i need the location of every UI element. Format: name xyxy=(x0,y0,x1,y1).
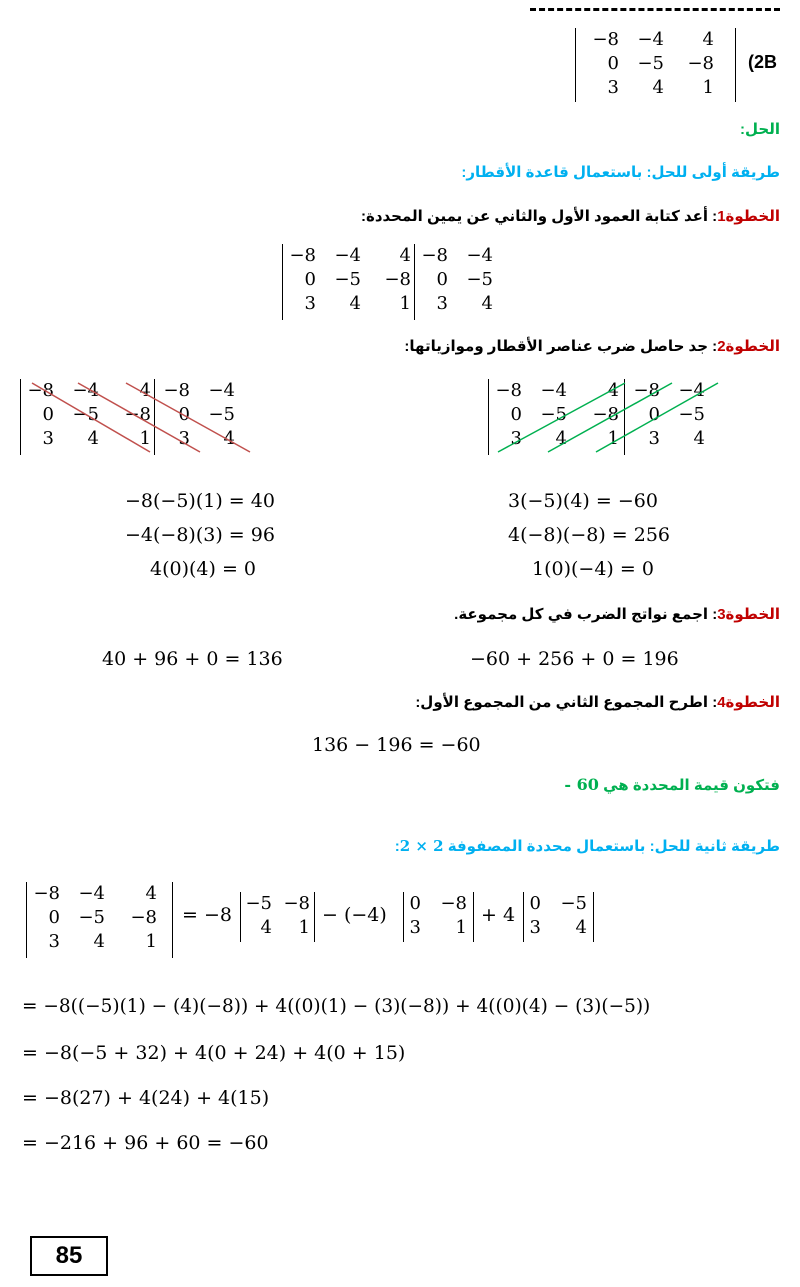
solution-heading: الحل: xyxy=(740,121,780,138)
matrix-cell: −5 xyxy=(560,893,587,914)
matrix-cell: 3 xyxy=(607,77,619,98)
working-line-3: = −8(27) + 4(24) + 4(15) xyxy=(22,1087,270,1109)
matrix-cell: 1 xyxy=(702,77,714,98)
matrix-cell: −8 xyxy=(592,404,619,425)
step4-label: الخطوة4 xyxy=(717,694,780,711)
matrix-cell: 0 xyxy=(510,404,522,425)
matrix-cell: −8 xyxy=(592,29,619,50)
method2-title-text: طريقة ثانية للحل: باستعمال محددة المصفوفة xyxy=(447,838,780,855)
matrix-cell: −8 xyxy=(440,893,467,914)
matrix-cell: −8 xyxy=(130,907,157,928)
method2-title-math: 2 × 2 xyxy=(399,837,444,855)
matrix-cell: −5 xyxy=(637,53,664,74)
method2-title xyxy=(395,837,780,855)
conclusion xyxy=(564,775,780,794)
sum-right: −60 + 256 + 0 = 196 xyxy=(470,648,679,670)
matrix-cell: 3 xyxy=(648,428,660,449)
expansion-main-determinant xyxy=(26,882,172,958)
diag-down-1 xyxy=(32,383,150,452)
matrix-cell: −4 xyxy=(466,245,493,266)
matrix-cell: 0 xyxy=(304,269,316,290)
problem-label: (2B xyxy=(748,52,778,72)
step1-text: : أعد كتابة العمود الأول والثاني عن يمين المحددة: xyxy=(360,208,718,225)
matrix-cell: 0 xyxy=(42,404,54,425)
step4-text: : اطرح المجموع الثاني من المجموع الأول: xyxy=(415,694,718,711)
matrix-cell: −5 xyxy=(72,404,99,425)
matrix-cell: −5 xyxy=(678,404,705,425)
matrix-cell: −5 xyxy=(334,269,361,290)
product-left-3: 4(0)(4) = 0 xyxy=(150,558,257,580)
difference: 136 − 196 = −60 xyxy=(312,734,481,756)
matrix-cell: −4 xyxy=(540,380,567,401)
product-left-1: −8(−5)(1) = 40 xyxy=(125,490,275,512)
step3-heading xyxy=(454,605,780,623)
matrix-cell: 4 xyxy=(223,428,235,449)
matrix-cell: −5 xyxy=(78,907,105,928)
matrix-cell: 4 xyxy=(139,380,151,401)
matrix-cell: 4 xyxy=(349,293,361,314)
expansion-equals: = xyxy=(182,904,198,926)
matrix-cell: −4 xyxy=(72,380,99,401)
matrix-cell: −4 xyxy=(637,29,664,50)
matrix-cell: 4 xyxy=(481,293,493,314)
matrix-cell: 3 xyxy=(510,428,522,449)
matrix-cell: 4 xyxy=(145,883,157,904)
method2-title-colon: : xyxy=(394,838,400,855)
matrix-cell: 0 xyxy=(409,893,421,914)
page-number: 85 xyxy=(30,1236,108,1276)
matrix-cell: −8 xyxy=(124,404,151,425)
working-line-4: = −216 + 96 + 60 = −60 xyxy=(22,1132,269,1154)
minor-2 xyxy=(403,892,473,942)
matrix-cell: 0 xyxy=(607,53,619,74)
matrix-cell: 0 xyxy=(648,404,660,425)
diag-up-1 xyxy=(498,383,625,452)
matrix-cell: 1 xyxy=(145,931,157,952)
matrix-cell: 4 xyxy=(87,428,99,449)
matrix-cell: 3 xyxy=(178,428,190,449)
matrix-cell: −5 xyxy=(245,893,272,914)
matrix-cell: −8 xyxy=(283,893,310,914)
matrix-cell: −8 xyxy=(495,380,522,401)
matrix-cell: 3 xyxy=(48,931,60,952)
matrix-cell: 3 xyxy=(42,428,54,449)
matrix-cell: 3 xyxy=(304,293,316,314)
diag-up-3 xyxy=(596,383,718,452)
conclusion-text: فتكون قيمة المحددة هي xyxy=(603,777,780,794)
matrix-cell: −8 xyxy=(289,245,316,266)
matrix-cell: −5 xyxy=(540,404,567,425)
working-line-1: = −8((−5)(1) − (4)(−8)) + 4((0)(1) − (3)(−8)) + 4((0)(4) − (3)(−5)) xyxy=(22,996,651,1017)
matrix-cell: −8 xyxy=(687,53,714,74)
step1-label: الخطوة1 xyxy=(717,208,780,225)
matrix-cell: −8 xyxy=(633,380,660,401)
matrix-cell: 0 xyxy=(48,907,60,928)
matrix-cell: 0 xyxy=(436,269,448,290)
expansion-plus: + 4 xyxy=(481,904,516,926)
matrix-cell: −5 xyxy=(208,404,235,425)
matrix-cell: 4 xyxy=(399,245,411,266)
step4-heading xyxy=(415,693,780,711)
matrix-cell: 4 xyxy=(555,428,567,449)
diag-up-2 xyxy=(548,383,672,452)
matrix-cell: −8 xyxy=(33,883,60,904)
product-left-2: −4(−8)(3) = 96 xyxy=(125,524,275,546)
matrix-cell: −4 xyxy=(334,245,361,266)
minor-1 xyxy=(240,892,314,942)
matrix-cell: 4 xyxy=(652,77,664,98)
matrix-cell: 1 xyxy=(399,293,411,314)
matrix-cell: 4 xyxy=(260,917,272,938)
working-line-2: = −8(−5 + 32) + 4(0 + 24) + 4(0 + 15) xyxy=(22,1042,406,1064)
matrix-cell: 3 xyxy=(529,917,541,938)
matrix-cell: 1 xyxy=(298,917,310,938)
matrix-cell: −8 xyxy=(384,269,411,290)
expansion-coef1: −8 xyxy=(204,904,233,926)
matrix-cell: −8 xyxy=(27,380,54,401)
matrix-cell: −8 xyxy=(163,380,190,401)
matrix-cell: 3 xyxy=(436,293,448,314)
product-right-1: 3(−5)(4) = −60 xyxy=(508,490,658,512)
diag-down-2 xyxy=(78,383,200,452)
matrix-cell: −4 xyxy=(678,380,705,401)
method1-title: طريقة أولى للحل: باستعمال قاعدة الأقطار: xyxy=(461,164,780,181)
product-right-2: 4(−8)(−8) = 256 xyxy=(508,524,671,546)
matrix-cell: 3 xyxy=(409,917,421,938)
step3-label: الخطوة3 xyxy=(717,606,780,623)
matrix-cell: 0 xyxy=(529,893,541,914)
matrix-cell: −8 xyxy=(421,245,448,266)
product-right-3: 1(0)(−4) = 0 xyxy=(532,558,654,580)
matrix-cell: 4 xyxy=(575,917,587,938)
matrix-cell: −5 xyxy=(466,269,493,290)
step2-label: الخطوة2 xyxy=(717,338,780,355)
matrix-cell: 4 xyxy=(607,380,619,401)
sum-left: 40 + 96 + 0 = 136 xyxy=(102,648,283,670)
matrix-cell: 4 xyxy=(693,428,705,449)
expansion-mid: − (−4) xyxy=(322,904,387,926)
matrix-cell: 1 xyxy=(455,917,467,938)
matrix-cell: −4 xyxy=(78,883,105,904)
step3-text: : اجمع نواتج الضرب في كل مجموعة. xyxy=(454,606,718,623)
matrix-cell: 1 xyxy=(607,428,619,449)
matrix-cell: 4 xyxy=(702,29,714,50)
minor-3 xyxy=(523,892,593,942)
matrix-cell: −4 xyxy=(208,380,235,401)
conclusion-value: 60 - xyxy=(564,775,599,794)
step2-text: : جد حاصل ضرب عناصر الأقطار وموازياتها: xyxy=(404,338,718,355)
matrix-cell: 4 xyxy=(93,931,105,952)
matrix-cell: 1 xyxy=(139,428,151,449)
matrix-cell: 0 xyxy=(178,404,190,425)
diag-down-3 xyxy=(126,383,250,452)
